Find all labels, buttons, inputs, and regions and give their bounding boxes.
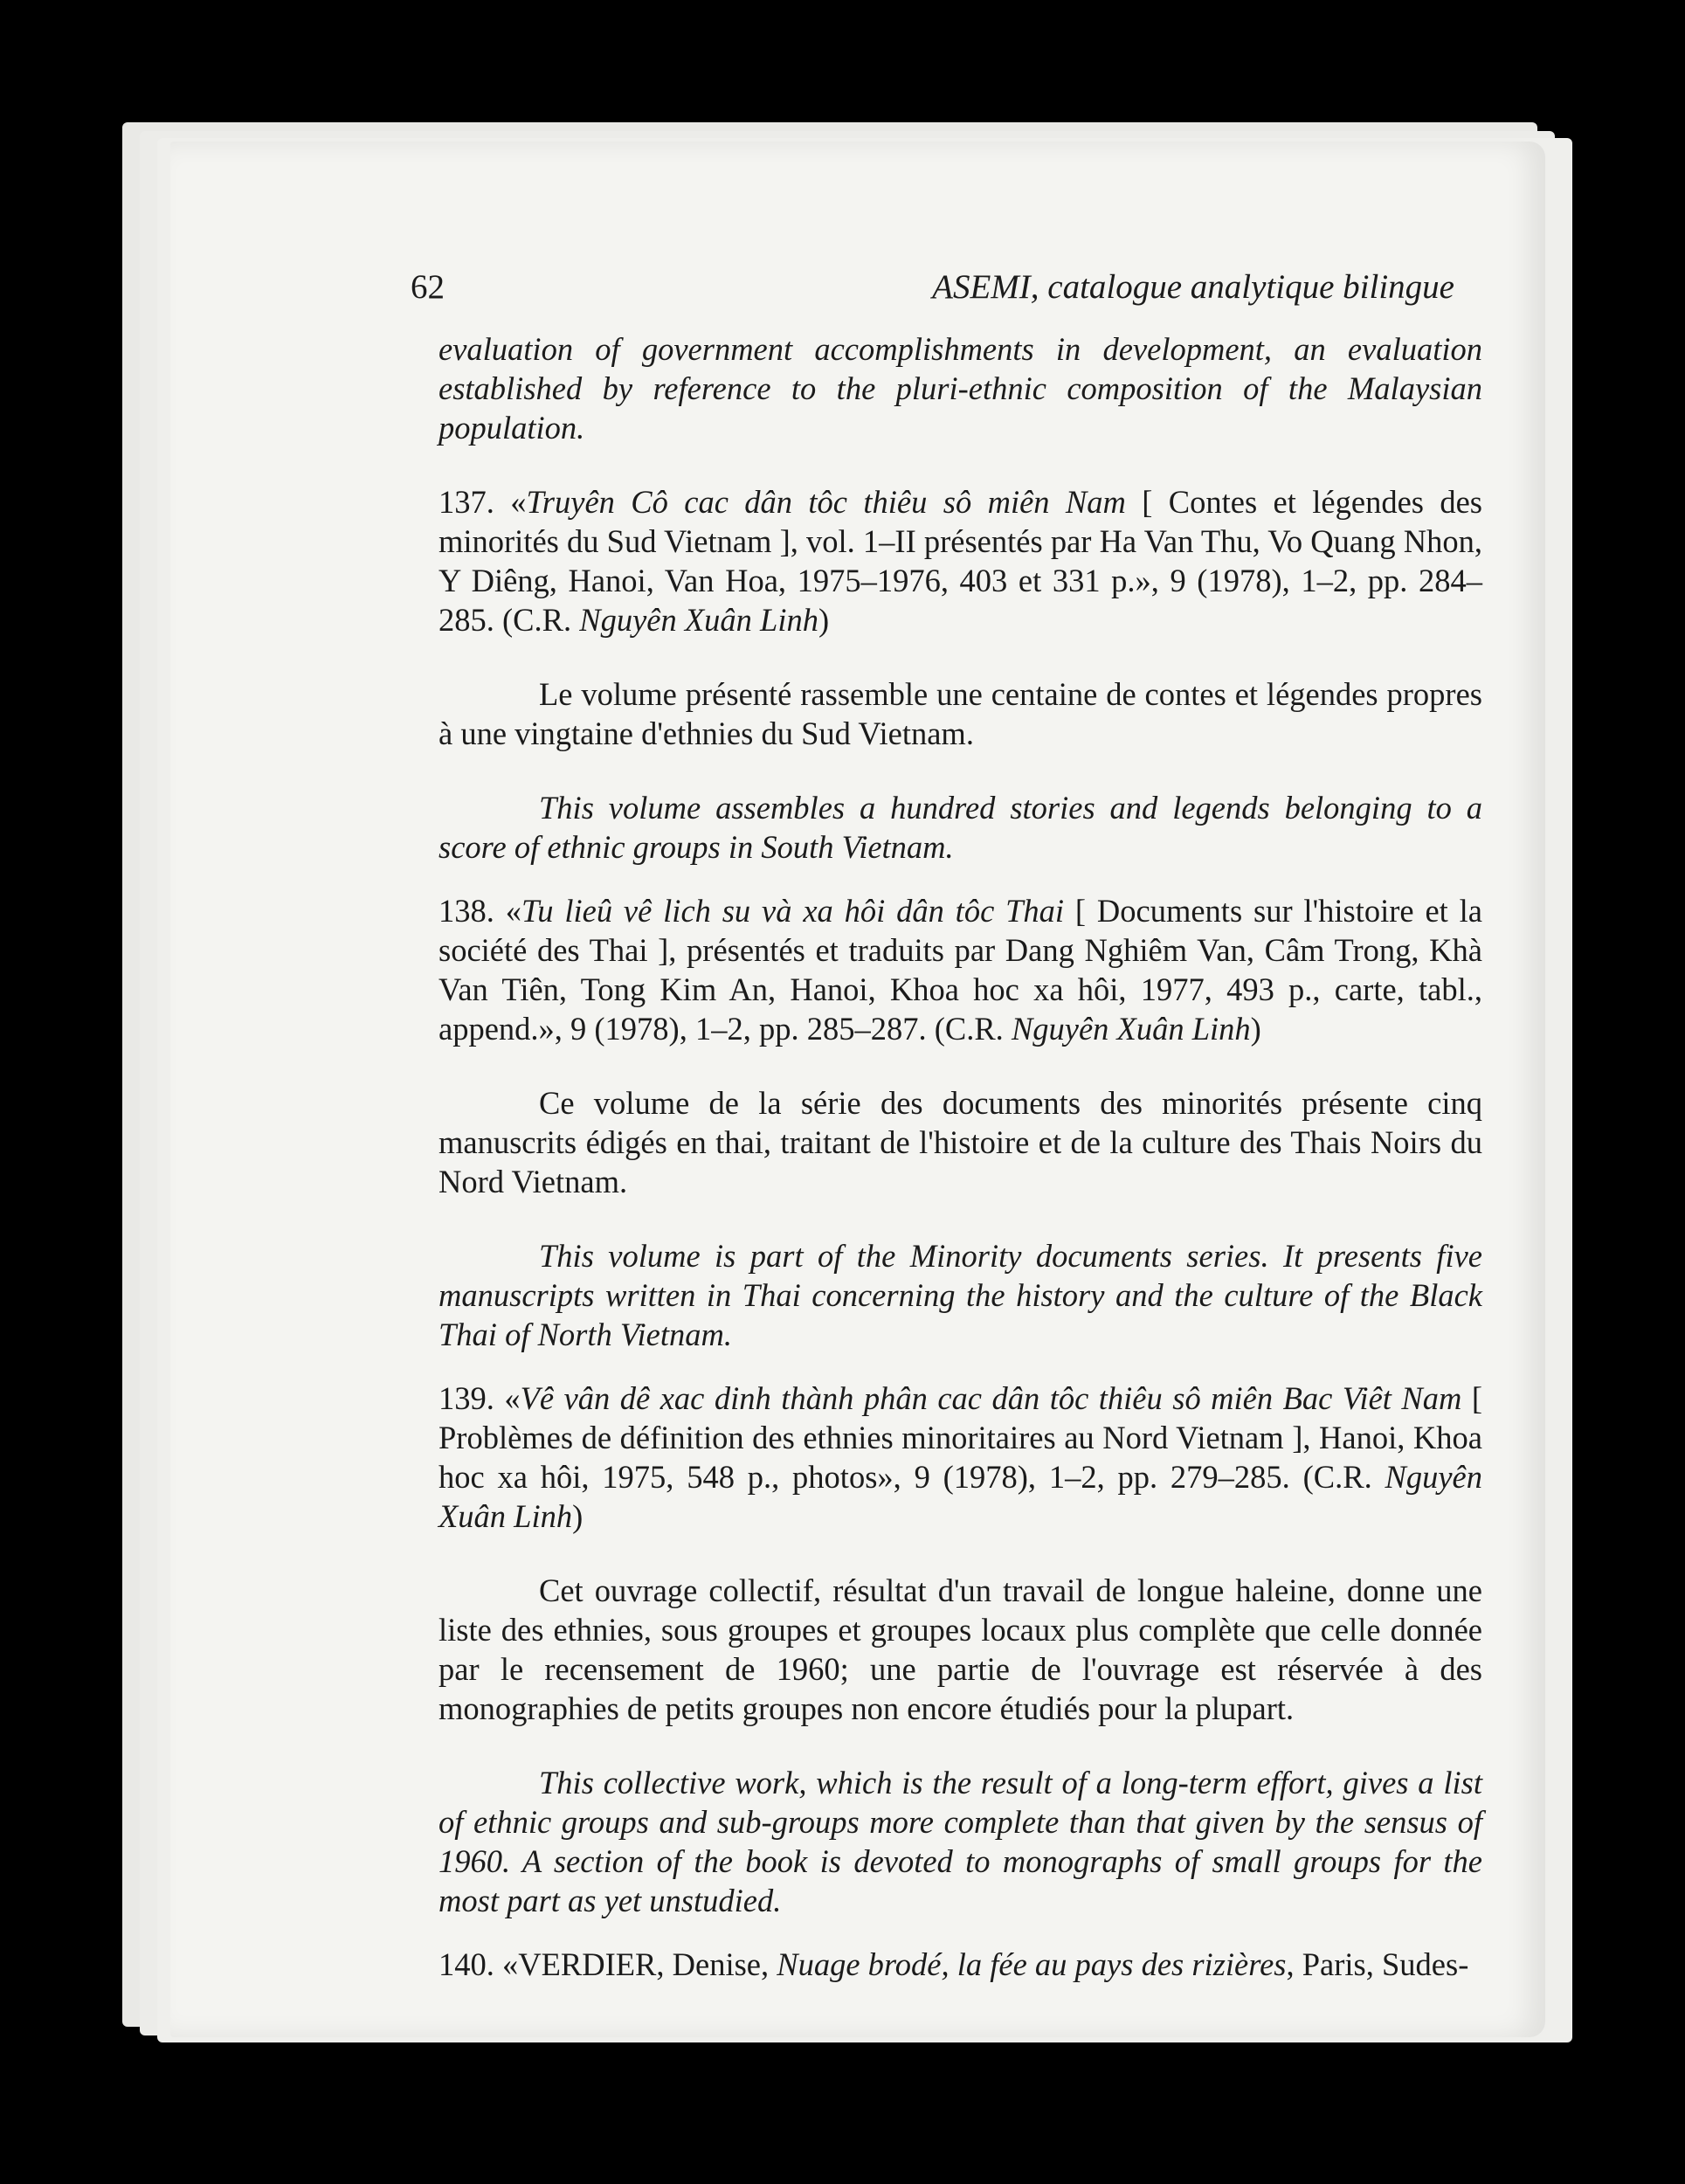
entry-reviewer: Nguyên Xuân Linh bbox=[1011, 1011, 1251, 1047]
entry-138-summary-fr: Ce volume de la série des documents des minorités présente cinq manuscrits édigés en thai, traitant de l'histoire et de la culture des Thais Noirs du Nord Vietnam. bbox=[439, 1085, 1482, 1199]
entry-number: 140. bbox=[439, 1946, 494, 1982]
entry-number: 138. bbox=[439, 893, 494, 929]
entry-reviewer: Nguyên Xuân Linh bbox=[439, 1459, 1482, 1534]
entry-number: 139. bbox=[439, 1380, 494, 1416]
entry-number: 137. bbox=[439, 484, 494, 520]
entry-138-summary-en: This volume is part of the Minority documents series. It presents five manuscripts written in Thai concerning the history and the culture of the Black Thai of North Vietnam. bbox=[439, 1238, 1482, 1352]
page-body bbox=[439, 329, 1482, 1984]
entry-139-citation bbox=[439, 1379, 1482, 1536]
entry-title: Tu lieû vê lich su và xa hôi dân tôc Thai bbox=[521, 893, 1065, 929]
entry-details: [ Problèmes de définition des ethnies minoritaires au Nord Vietnam ], Hanoi, Khoa hoc xa hôi, 1975, 548 p., photos», 9 (1978), 1–2, pp. 279–285. (C.R. bbox=[439, 1380, 1482, 1495]
close-paren: ) bbox=[572, 1498, 584, 1534]
entry-137-summary-fr: Le volume présenté rassemble une centaine de contes et légendes propres à une vingtaine d'ethnies du Sud Vietnam. bbox=[439, 676, 1482, 751]
entry-reviewer: Nguyên Xuân Linh bbox=[579, 602, 818, 638]
entry-138-citation bbox=[439, 891, 1482, 1048]
page-header bbox=[411, 268, 1454, 307]
entry-details: , Paris, Sudes- bbox=[1286, 1946, 1469, 1982]
close-paren: ) bbox=[1250, 1011, 1261, 1047]
entry-139-summary-en: This collective work, which is the result of a long-term effort, gives a list of ethnic groups and sub-groups more complete than that given by the sensus of 1960. A section of the book is devoted to monographs of small groups for the most part as yet unstudied. bbox=[439, 1765, 1482, 1918]
entry-title: Nuage brodé, la fée au pays des rizières bbox=[777, 1946, 1287, 1982]
book-page bbox=[170, 142, 1545, 2037]
entry-title: Vê vân dê xac dinh thành phân cac dân tôc thiêu sô miên Bac Viêt Nam bbox=[520, 1380, 1462, 1416]
open-quote: « bbox=[505, 893, 521, 929]
entry-137-summary-en: This volume assembles a hundred stories and legends belonging to a score of ethnic groups in South Vietnam. bbox=[439, 790, 1482, 865]
entry-140-citation bbox=[439, 1945, 1482, 1984]
intro-paragraph: evaluation of government accomplishments in development, an evaluation established by reference to the pluri-ethnic composition of the Malaysian population. bbox=[439, 331, 1482, 446]
entry-details: [ Contes et légendes des minorités du Sud Vietnam ], vol. 1–II présentés par Ha Van Thu, Vo Quang Nhon, Y Diêng, Hanoi, Van Hoa, 1975–1976, 403 et 331 p.», 9 (1978), 1–2, pp. 284–285. (C.R. bbox=[439, 484, 1483, 638]
entry-title: Truyên Cô cac dân tôc thiêu sô miên Nam bbox=[526, 484, 1126, 520]
entry-author: «VERDIER, Denise, bbox=[494, 1946, 777, 1982]
open-quote: « bbox=[504, 1380, 521, 1416]
entry-details: [ Documents sur l'histoire et la société des Thai ], présentés et traduits par Dang Nghiêm Van, Câm Trong, Khà Van Tiên, Tong Kim An, Hanoi, Khoa hoc xa hôi, 1977, 493 p., carte, tabl., append.», 9 (1978), 1–2, pp. 285–287. (C.R. bbox=[439, 893, 1482, 1047]
open-quote: « bbox=[510, 484, 527, 520]
page-number: 62 bbox=[411, 268, 445, 306]
entry-139-summary-fr: Cet ouvrage collectif, résultat d'un travail de longue haleine, donne une liste des ethnies, sous groupes et groupes locaux plus complète que celle donnée par le recensement de 1960; une partie de l'ouvrage est réservée à des monographies de petits groupes non encore étudiés pour la plupart. bbox=[439, 1572, 1482, 1726]
close-paren: ) bbox=[818, 602, 830, 638]
running-title: ASEMI, catalogue analytique bilingue bbox=[932, 268, 1454, 306]
entry-137-citation bbox=[439, 482, 1482, 639]
